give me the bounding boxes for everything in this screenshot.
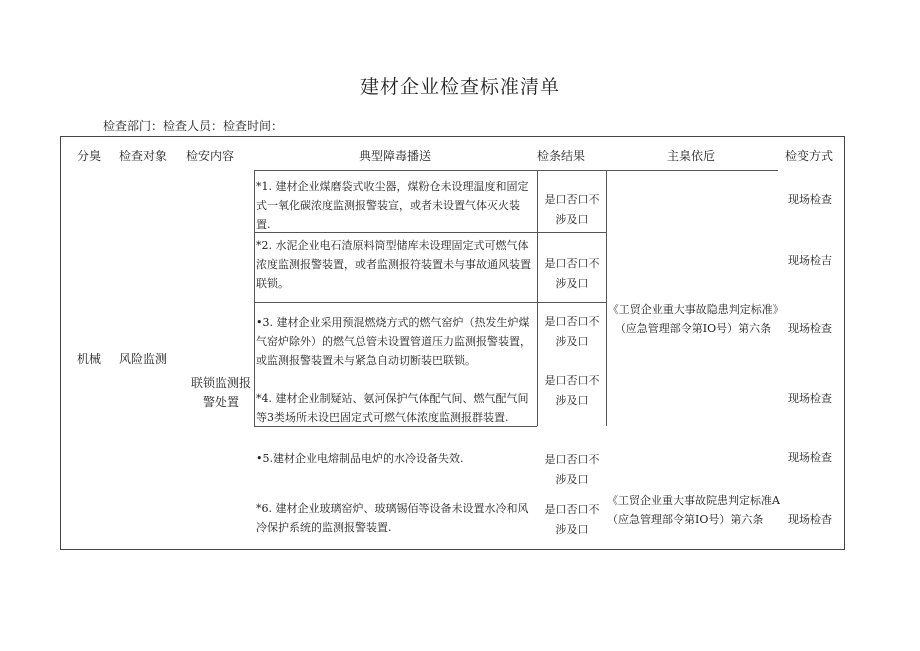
result-col-right-border — [606, 170, 607, 426]
hazard-item: *2. 水泥企业电石渣原料筒型储库未设理固定式可燃气体浓度监测报警装置，或者监测报符装置未与事故通风装置联锁。 — [256, 239, 531, 290]
header-category: 分臭 — [77, 149, 102, 163]
hazard-col-right-border — [537, 170, 538, 426]
content-cell: 联锁监测报警处置 — [190, 376, 251, 409]
row-divider — [254, 302, 537, 303]
hazard-item: *4. 建材企业制疑站、氨河保护气体配气间、燃气配气间等3类场所未设巴固定式可燃气体浓度监测报群装置. — [256, 392, 529, 424]
hazard-item: *1. 建材企业煤磨袋式收尘器，煤粉仓未设理温度和固定式一氧化碳浓度监测报警装宣，或者未设置气体灭火装置. — [256, 180, 529, 231]
method-cell: 现场检查 — [788, 451, 832, 464]
category-cell: 机械 — [77, 352, 102, 366]
result-checkbox[interactable]: 是口否口不涉及口 — [544, 193, 600, 226]
row-divider — [537, 302, 606, 303]
method-cell: 现场检查 — [788, 322, 832, 335]
method-cell: 现场检查 — [788, 193, 832, 206]
hazard-item: *6. 建材企业玻璃窑炉、玻璃锡佰等设备未设置水冷和风冷保护系统的监测报警装置. — [256, 502, 529, 534]
header-hazard: 典型障毒播送 — [359, 149, 432, 163]
result-checkbox[interactable]: 是口否口不涉及口 — [544, 503, 600, 536]
inspection-meta: 检查部门：检查人员：检查时间： — [103, 119, 284, 133]
basis-cell: 《工贸企业重大事故院患判定标准A（应急管理部令第IO号）第六条 — [607, 494, 780, 526]
header-result: 检条结果 — [537, 149, 586, 163]
result-checkbox[interactable]: 是口否口不涉及口 — [544, 257, 600, 290]
header-method: 检变方式 — [785, 149, 834, 163]
header-content: 检安内容 — [186, 149, 235, 163]
document-title: 建材企业检查标准清单 — [359, 76, 560, 98]
header-object: 检查对象 — [119, 149, 168, 163]
result-checkbox[interactable]: 是口否口不涉及口 — [544, 453, 600, 486]
result-checkbox[interactable]: 是口否口不涉及口 — [544, 374, 600, 407]
method-cell: 现场检杳 — [788, 513, 832, 526]
hazard-item: •5.建材企业电熔制品电炉的水冷设备失效. — [256, 452, 464, 465]
method-cell: 现场检查 — [788, 392, 832, 405]
header-divider — [254, 170, 778, 171]
basis-cell: 《工贸企业重大事故隐患判定标准》（应急管理部令第IO号）第六条 — [607, 303, 779, 335]
result-checkbox[interactable]: 是口否口不涉及口 — [544, 315, 600, 348]
header-basis: 主臬依卮 — [667, 149, 716, 163]
hazard-item: •3. 建材企业采用预混燃烧方式的燃气窑炉（热发生炉煤气窑炉除外）的燃气总管未设置管道压力监测报警装置，或监测报警装置未与紧急自动切断装巴联锁。 — [256, 316, 531, 367]
object-cell: 风险监测 — [119, 352, 168, 366]
method-cell: 现场检吉 — [788, 254, 832, 267]
